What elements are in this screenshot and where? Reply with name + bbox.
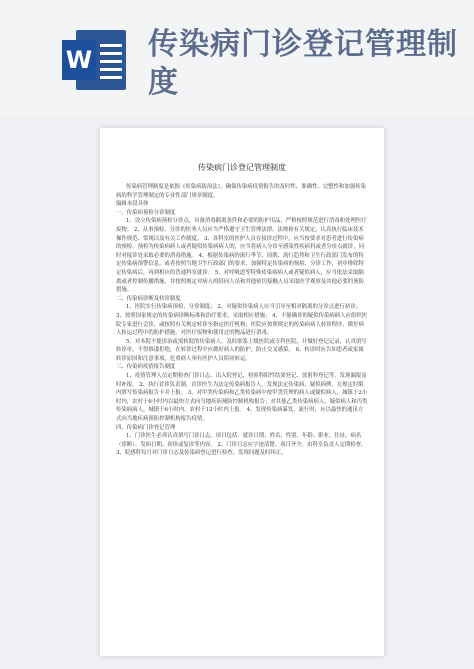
document-title: 传染病门诊登记管理制度 [198,163,286,172]
section-heading: 二、传染病诊断及转诊制度 [116,295,181,302]
paragraph: 5、对本院不能诊治或需转院的传染病人，及时联系上级医院或专科医院，并做好登记记录，认真填写转诊单，不得推诿拒绝，在转诊过程中应做好病人的防护，防止交叉感染。 6、转诊时应告知患者或家属转诊原因和注意事项，危重病人须有医护人员陪同转运。 [116,338,367,362]
word-document-icon: W [62,30,126,90]
paragraph: 1、医院实行传染病预检、分诊制度； 2、对疑似传染病人应当引导至相对隔离的分诊点进行初诊； 3、按照国家规定的传染病诊断标准和治疗要求，采取相应措施； 4、不能确诊的疑似传染病病人应组织医院专家进行会诊，或按照有关规定转诊至指定医疗机构；医院应按照规定的传染病病人转诊程序，做好病人转运过程中的防护措施，对医疗废物和使用过的物品进行消毒。 [116,304,368,337]
header-title: 传染病门诊登记管理制度 [148,27,458,100]
document-preview [100,128,384,656]
paragraph: 1、设立传染病预检分诊点，具备消毒隔离条件和必要的防护用品，严格按照规范进行消毒和处理医疗废物。 2、从事预检、分诊的医务人员应当严格遵守卫生管理法律、法规和有关规定，认真执行临床技术操作规范、常规以及有关工作制度。 3、各科室的医护人员在接诊过程中，应当按要求对患者进行传染病的预检。预检为传染病病人或者疑似传染病病人的，应当将病人分诊至感染性疾病科或者分诊点就诊，同时对接诊处采取必要的消毒措施。 4、根据传染病的流行季节、周期、流行趋势和卫生行政部门发布的特定传染病预警信息，或者按照当地卫生行政部门的要求，加强特定传染病的预检、分诊工作，初步排除特定传染病后，再到相应的普通科室就诊。 5、对呼吸道等特殊传染病病人或者疑似病人，应当依法采取隔离或者控制传播措施，并按照规定对病人的陪同人员和其他密切接触人员采取医学观察及其他必要的预防措施。 [116,218,367,294]
paragraph: 1、疫情管理人员定期检查门诊日志、出入院登记、检验科阳性结果登记、放射科登记等，发现漏报及时补报。 2、执行首诊负责制，首诊医生为法定传染病报告人，发现法定传染病、疑似病例，在规定时限内填写传染病报告卡并上报。 3、对甲类传染病和乙类传染病中按甲类管理的病人或疑似病人，城镇于2小时内，农村于6小时内以最快方式向当地疾病预防控制机构报告；对其他乙类传染病病人、疑似病人和丙类传染病病人，城镇于6小时内，农村于12小时内上报。 4、发现传染病暴发、流行时，应以最快的通讯方式向当地疾病预防控制机构报告疫情。 [116,373,368,423]
section-heading: 四、传染病门诊登记管理 [116,424,176,431]
paragraph: 1、门诊医生必须认真填写门诊日志，项目包括：就诊日期、姓名、性别、年龄、职业、住址、病名（诊断）、发病日期、初诊或复诊等内容。 2、门诊日志应字迹清楚、项目齐全，由科室负责人定期检查。 3、院感科每月对门诊日志及传染病登记进行检查，发现问题及时纠正。 [116,433,367,457]
page-header [0,0,474,118]
section-heading: 一、传染病预检分诊制度 [116,209,176,216]
section-heading: 编辑本段具体 [116,201,149,208]
document-body [100,183,384,458]
section-heading: 三、传染病疫情报告制度 [116,364,176,371]
paragraph: 传染病管理制度是依据《传染病防治法》，确保传染病疫情报告的及时性、准确性、完整性和加强传染病的科学管理制定的专业性部门规章制度。 [116,184,366,199]
